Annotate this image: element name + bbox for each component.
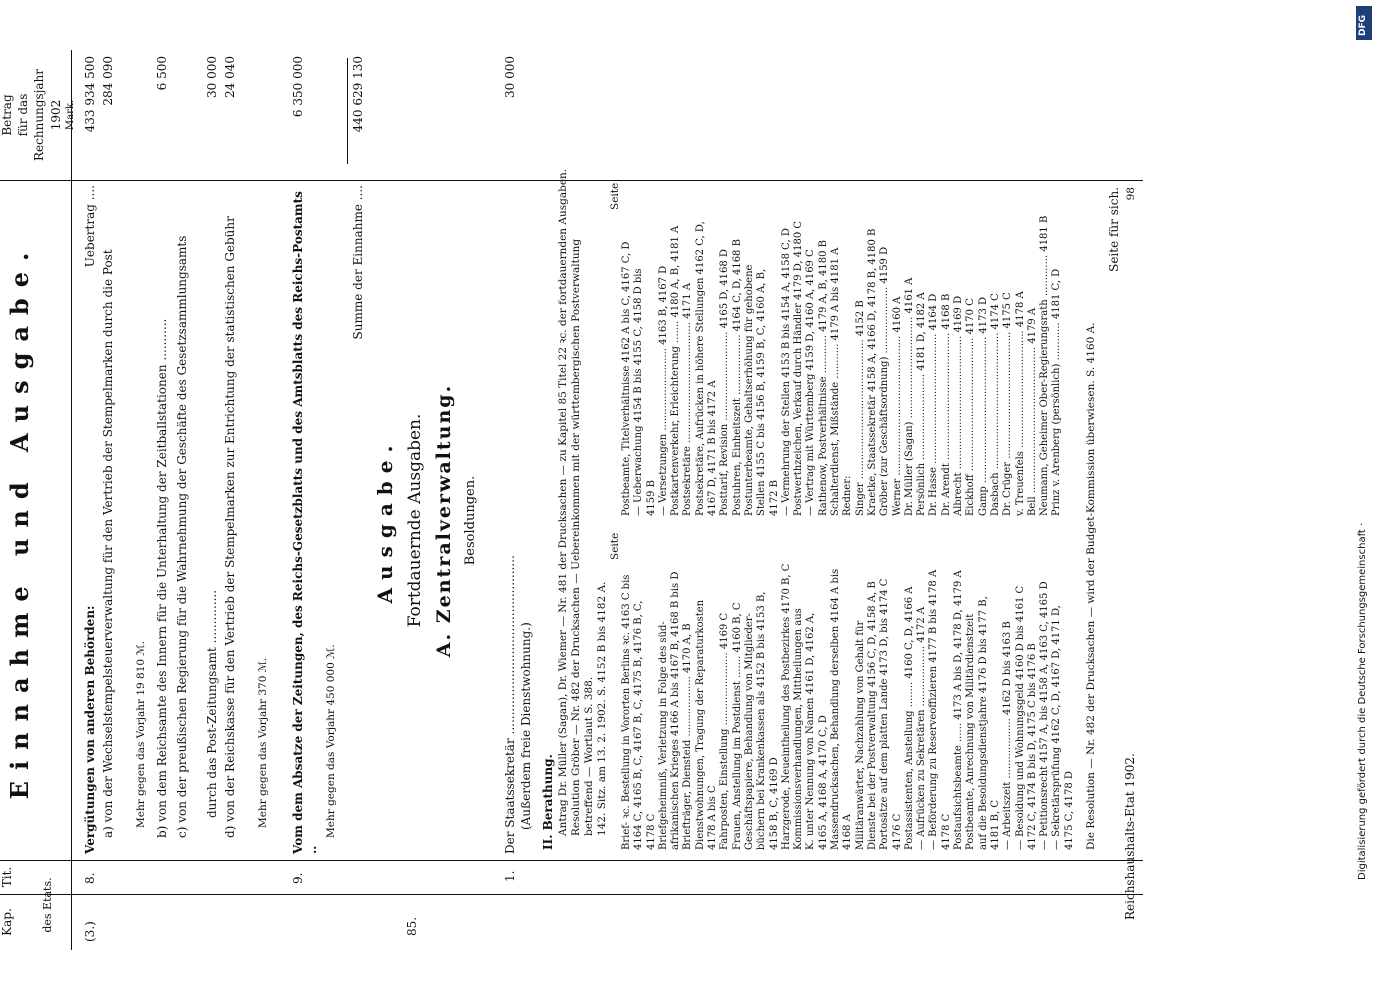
index-entry: büchern bei Krankenkassen als 4152 B bis 4153 B, xyxy=(756,591,768,850)
carry-amount: 433 934 500 xyxy=(83,56,97,133)
sum-rule xyxy=(347,58,348,164)
index-entry: Fahrposten, Einstellung ....................... 4169 C xyxy=(719,612,731,850)
digitization-note xyxy=(1357,120,1371,880)
index-entry: Dasbach ........................................... 4174 C xyxy=(989,293,1001,516)
tit9-text: Vom dem Absatze der Zeitungen, des Reichs-Gesetzblatts und des Amtsblatts des Reichs-Postamts .. xyxy=(291,191,320,854)
index-entry: Neumann, Geheimer Ober-Regierungsrath ............. 4181 B xyxy=(1039,215,1051,516)
kap-header: Kap. xyxy=(0,908,14,936)
seite-label-left: Seite xyxy=(609,532,621,560)
expense-subheading: Fortdauernde Ausgaben. xyxy=(405,413,425,628)
staatssekretaer-note: (Außerdem freie Dienstwohnung.) xyxy=(519,622,533,830)
digitization-note-text: Digitalisierung gefördert durch die Deutsche Forschungsgemeinschaft · xyxy=(1357,522,1368,880)
item-c-2: durch das Post-Zeitungsamt .............. xyxy=(205,589,219,818)
kap-ref: (3.) xyxy=(83,921,97,942)
index-entry: — Sekretärsprüfung 4162 C, D, 4167 D, 4171 D, xyxy=(1051,605,1063,850)
index-entry: Postassistenten, Anstellung ........ 4160 C, D, 4166 A xyxy=(903,586,915,850)
index-entry: K. unter Nennung von Namen 4161 D, 4162 A, xyxy=(805,612,817,850)
item-d: d) von der Reichskasse für den Vertrieb der Stempelmarken zur Entrichtung der statistischen Gebühr xyxy=(223,216,237,838)
beratung-line: 142. Sitz. am 13. 2. 1902. S. 4152 B bis 4182 A. xyxy=(596,581,609,836)
index-entry: Werner ............................................ 4160 A xyxy=(891,296,903,516)
index-entry: Gamp .............................................. 4173 D xyxy=(977,296,989,516)
index-entry: Portosätze auf dem platten Lande 4173 D, bis 4174 C xyxy=(879,578,891,850)
index-entry: 4159 B xyxy=(645,480,657,516)
rotated-page xyxy=(0,30,1181,970)
tit-1: 1. xyxy=(503,870,517,882)
index-entry: 4181 B, C xyxy=(989,800,1001,850)
index-entry: Briefträger, Diensteid ................... 4170 A, B xyxy=(682,623,694,850)
index-entry: Dr. Müller (Sagan) ................................ 4161 A xyxy=(903,277,915,516)
dfg-logo-text: DFG xyxy=(1358,14,1368,36)
amount-header-4: 1902 xyxy=(48,99,63,131)
index-entry: — Vermehrung der Stellen 4153 B bis 4154 A, 4158 C, D xyxy=(780,228,792,516)
index-entry: Postsekretäre ...................................... 4171 A xyxy=(682,283,694,516)
index-entry: 4164 C, 4165 B, C, 4167 B, C, 4175 B, 4176 B, C, xyxy=(633,600,645,850)
index-entry: — Vertrag mit Württemberg 4159 D, 4160 A, 4169 C xyxy=(805,249,817,516)
index-left-column xyxy=(621,520,1076,850)
index-entry: Postsekretäre, Aufrücken in höhere Stellungen 4162 C, D, xyxy=(694,221,706,516)
index-entry: 4172 B xyxy=(768,480,780,516)
index-entry: Frauen, Anstellung im Postdienst ....... 4160 B, C xyxy=(731,602,743,850)
mehr-d: Mehr gegen das Vorjahr 370 ℳ. xyxy=(257,657,269,828)
item-c-1: c) von der preußischen Regierung für die Wahrnehmung der Geschäfte des Gesetzsammlungsamts xyxy=(175,235,189,838)
index-entry: Singer ............................................ 4152 B xyxy=(854,300,866,516)
index-entry: Bell .............................................. 4179 A xyxy=(1026,307,1038,516)
index-entry: Posttarif, Revision ............................ 4165 D, 4168 D xyxy=(719,249,731,516)
index-entry: Massendrucksachen, Behandlung derselben 4164 A bis xyxy=(830,568,842,850)
index-entry: auf die Besoldungsdienstjahre 4176 D bis 4177 B, xyxy=(977,596,989,850)
beratung-lines xyxy=(557,168,610,836)
index-entry: 4178 C xyxy=(940,813,952,850)
kap-85: 85. xyxy=(405,916,419,936)
index-entry: Dienste bei der Postverwaltung 4156 C, D, 4158 A, B xyxy=(866,581,878,850)
tit-8: 8. xyxy=(83,872,97,884)
page-title: Einnahme und Ausgabe. xyxy=(5,241,34,800)
index-entry: — Arbeitszeit ................... 4162 D bis 4163 B xyxy=(1002,621,1014,850)
index-entry: Dr. Hasse ......................................... 4164 D xyxy=(928,293,940,516)
index-entry: 4178 A bis C xyxy=(707,785,719,850)
carry-label: Uebertrag .... xyxy=(83,185,97,268)
index-entry: 4178 C xyxy=(645,813,657,850)
amount-a: 284 090 xyxy=(101,56,115,106)
amount-c: 30 000 xyxy=(205,56,219,98)
index-entry: 4167 D, 4171 B bis 4172 A xyxy=(707,380,719,516)
index-entry: Postaufsichtsbeamte ...... 4173 A bis D, 4178 D, 4179 A xyxy=(953,570,965,850)
index-entry: Militäranwärter, Nachzahlung von Gehalt für xyxy=(854,620,866,850)
expense-heading: Ausgabe. xyxy=(373,437,397,604)
index-entry: — Versetzungen .......................... 4163 B, 4167 D xyxy=(657,265,669,516)
index-entry: — Beförderung zu Reserveoffizieren 4177 B bis 4178 A xyxy=(928,569,940,850)
tit-column xyxy=(0,860,1143,894)
dfg-logo xyxy=(1356,6,1372,40)
index-entry: afrikanischen Krieges 4166 A bis 4167 B, 4168 B bis D xyxy=(670,571,682,850)
index-entry: Dr. Crüger ........................................ 4175 C xyxy=(1002,292,1014,516)
mehr-a: Mehr gegen das Vorjahr 19 810 ℳ. xyxy=(135,640,147,828)
item-b: b) von dem Reichsamte des Innern für die Unterhaltung der Zeitballstationen ........... xyxy=(155,318,169,838)
index-entry: Geschäftspapiere, Behandlung von Mitglieder- xyxy=(743,613,755,850)
index-entry: Dienstwohnungen, Tragung der Reparaturkosten xyxy=(694,599,706,850)
amount-header-1: Betrag xyxy=(0,94,14,136)
beratung-line: betreffend — Wortlaut S. 388. xyxy=(583,676,596,836)
index-entry: Postuhren, Einheitszeit ................... 4164 C, D, 4168 B xyxy=(731,239,743,516)
index-entry: 4168 A xyxy=(842,814,854,850)
index-entry: Eickhoff .......................................... 4170 C xyxy=(965,298,977,516)
amount-column xyxy=(0,50,1143,180)
amount-header-3: Rechnungsjahr xyxy=(32,69,47,161)
beratung-line: Resolution Gröber — Nr. 482 der Drucksachen — Uebereinkommen mit der württembergischen Postverwaltung xyxy=(570,238,583,836)
index-entry: — Ueberwachung 4154 B bis 4155 C, 4158 D bis xyxy=(633,268,645,516)
index-entry: Briefgeheimniß, Verletzung in Folge des süd- xyxy=(657,621,669,850)
table-frame xyxy=(0,50,1143,950)
besoldungen-heading: Besoldungen. xyxy=(463,475,478,566)
index-entry: Albrecht .......................................... 4169 D xyxy=(953,295,965,516)
index-entry: Postbeamte, Anrechnung von Militärdienstzeit xyxy=(965,613,977,850)
beratung-line: Antrag Dr. Müller (Sagan), Dr. Wiemer — Nr. 481 der Drucksachen — zu Kapitel 85 Titel 22 ꝛc. der fortdauernden Ausgaben. xyxy=(557,168,569,836)
tit-header: Tit. xyxy=(0,866,14,888)
index-entry: Schalterdienst, Mißstände ........... 4179 A bis 4181 A xyxy=(830,247,842,516)
amount-unit: Mark. xyxy=(64,99,76,131)
index-right-column xyxy=(621,186,1064,516)
index-entry: Harzgerode, Neueintheilung des Postbezirkes 4170 B, C xyxy=(780,563,792,850)
index-entry: Postbeamte, Titelverhältnisse 4162 A bis C, 4167 C, D xyxy=(621,241,632,516)
staatssekretaer-amount: 30 000 xyxy=(503,56,517,98)
beratung-label: II. Berathung. xyxy=(541,754,555,850)
index-entry: — Besoldung und Wohnungsgeld 4160 D bis 4161 C xyxy=(1014,585,1026,850)
index-entry: 4175 C, 4178 D xyxy=(1063,771,1075,850)
index-entry: Kraetke, Staatssekretär 4158 A, 4166 D, 4178 B, 4180 B xyxy=(866,228,878,516)
index-entry: Postwerthzeichen, Verkauf durch Händler 4179 D, 4180 C xyxy=(793,220,805,516)
index-entry: Kommissionsverhandlungen, Mittheilungen aus xyxy=(793,608,805,850)
amount-tit9: 6 350 000 xyxy=(291,56,305,118)
tit8-text: Vergütungen von anderen Behörden: xyxy=(83,605,97,854)
seite-label-right: Seite xyxy=(609,182,621,210)
footer-etat: Reichshaushalts-Etat 1902. xyxy=(1123,753,1137,920)
index-entry: Redner: xyxy=(842,475,854,516)
amount-header-2: für das xyxy=(16,93,31,137)
tit-9: 9. xyxy=(291,872,305,884)
seite-fuer-sich: Seite für sich. xyxy=(1107,187,1121,272)
index-entry: Brief- ꝛc. Bestellung in Vororten Berlins ꝛc. 4163 C bis xyxy=(621,574,632,850)
index-entry: Prinz v. Arenberg (persönlich) ............ 4181 C, D xyxy=(1051,268,1063,516)
sheet-number: 98 xyxy=(1125,187,1137,201)
index-entry: — Aufrücken zu Sekretären ................... 4172 A xyxy=(916,606,928,850)
index-entry: 4158 B, C, 4169 D xyxy=(768,757,780,850)
section-heading: A. Zentralverwaltung. xyxy=(433,383,455,658)
index-entry: 4176 C xyxy=(891,813,903,850)
index-entry: Dr. Arendt ........................................ 4168 B xyxy=(940,293,952,516)
index-entry: Gröber (zur Geschäftsordnung) ..................... 4159 D xyxy=(879,246,891,516)
index-entry: Stellen 4155 C bis 4156 B, 4159 B, C, 4160 A, B, xyxy=(756,268,768,516)
sum-amount: 440 629 130 xyxy=(351,56,365,133)
index-entry: Rathenow, Postverhältnisse ............ 4179 A, B, 4180 B xyxy=(817,240,829,516)
index-entry: — Petitionsrecht 4157 A, bis 4158 A, 4163 C, 4165 D xyxy=(1039,581,1051,850)
index-entry: Postunterbeamte, Gehaltserhöhung für gehobene xyxy=(743,264,755,516)
sum-label: Summe der Einnahme .... xyxy=(351,185,365,340)
mehr-9: Mehr gegen das Vorjahr 450 000 ℳ. xyxy=(325,644,337,838)
amount-b: 6 500 xyxy=(155,56,169,91)
resolution-text: Die Resolution — Nr. 482 der Drucksachen — wird der Budget-Kommission überwiesen. S. 4160 A. xyxy=(1085,322,1097,850)
amount-d: 24 040 xyxy=(223,56,237,98)
staatssekretaer: Der Staatssekretär ............................................... xyxy=(503,555,517,854)
index-entry: 4172 C, 4174 B bis D, 4175 C bis 4176 B xyxy=(1026,643,1038,850)
index-entry: v. Treuenfels ..................................... 4178 A xyxy=(1014,291,1026,516)
header-separator xyxy=(71,50,72,950)
index-entry: Postkartenverkehr, Erleichterung ....... 4180 A, B, 4181 A xyxy=(670,225,682,516)
item-a: a) von der Wechselstempelsteuerverwaltung für den Vertrieb der Stempelmarken durch die Post xyxy=(101,249,115,838)
main-column xyxy=(0,168,1143,860)
index-entry: 4165 A, 4168 A, 4170 C, D xyxy=(817,715,829,850)
des-etats-header: des Etats. xyxy=(41,877,54,933)
amount-header xyxy=(0,50,77,180)
index-entry: Persönlich ........................... 4181 D, 4182 A xyxy=(916,292,928,516)
